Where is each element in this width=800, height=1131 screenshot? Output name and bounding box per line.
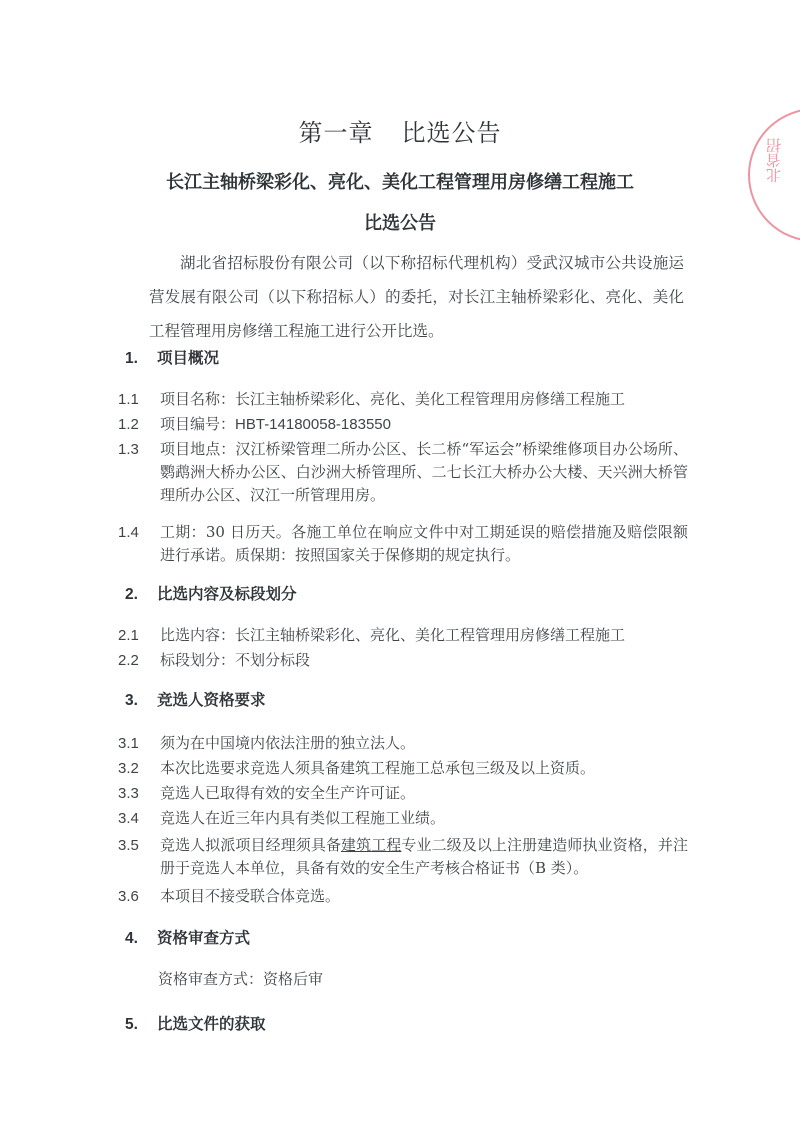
list-item-1-1: 1.1 项目名称：长江主轴桥梁彩化、亮化、美化工程管理用房修缮工程施工 — [118, 390, 626, 408]
section-heading-5: 5. 比选文件的获取 — [125, 1014, 266, 1033]
section-heading-3: 3. 竞选人资格要求 — [125, 690, 266, 709]
chapter-number: 第一章 — [298, 119, 374, 147]
list-item-3-6: 3.6 本项目不接受联合体竞选。 — [118, 887, 341, 905]
list-item-1-3: 1.3 项目地点：汉江桥梁管理二所办公区、长二桥“军运会”桥梁维修项目办公场所、鹦鹉洲大桥办公区、白沙洲大桥管理所、二七长江大桥办公大楼、天兴洲大桥管理所办公区、汉江一所管理用房。 — [118, 440, 688, 504]
intro-paragraph: 湖北省招标股份有限公司（以下称招标代理机构）受武汉城市公共设施运营发展有限公司（以下称招标人）的委托，对长江主轴桥梁彩化、亮化、美化工程管理用房修缮工程施工进行公开比选。 — [149, 254, 684, 340]
project-title: 长江主轴桥梁彩化、亮化、美化工程管理用房修缮工程施工 — [166, 172, 634, 193]
underlined-qualification: 建筑工程 — [341, 836, 402, 854]
section-heading-2: 2. 比选内容及标段划分 — [125, 584, 297, 603]
chapter-name: 比选公告 — [401, 119, 502, 147]
list-item-3-4: 3.4 竞选人在近三年内具有类似工程施工业绩。 — [118, 809, 446, 827]
section-heading-4: 4. 资格审查方式 — [125, 928, 251, 947]
review-method-text: 资格审查方式：资格后审 — [158, 970, 324, 988]
list-item-1-4: 1.4 工期：30 日历天。各施工单位在响应文件中对工期延误的赔偿措施及赔偿限额进行承诺。质保期：按照国家关于保修期的规定执行。 — [118, 523, 688, 564]
announcement-title: 比选公告 — [364, 213, 436, 234]
list-item-2-1: 2.1 比选内容：长江主轴桥梁彩化、亮化、美化工程管理用房修缮工程施工 — [118, 626, 626, 644]
list-item-3-2: 3.2 本次比选要求竞选人须具备建筑工程施工总承包三级及以上资质。 — [118, 759, 596, 777]
section-heading-1: 1. 项目概况 — [125, 348, 220, 367]
list-item-3-5: 3.5 竞选人拟派项目经理须具备建筑工程专业二级及以上注册建造师执业资格，并注册于竞选人本单位，具备有效的安全生产考核合格证书（B 类）。 — [118, 836, 688, 877]
seal-stamp-text: 北省招 — [765, 138, 783, 183]
chapter-title — [0, 113, 800, 148]
project-code: HBT-14180058-183550 — [235, 416, 391, 433]
list-item-2-2: 2.2 标段划分：不划分标段 — [118, 651, 311, 669]
list-item-1-2: 1.2 项目编号：HBT-14180058-183550 — [118, 415, 391, 433]
list-item-3-1: 3.1 须为在中国境内依法注册的独立法人。 — [118, 734, 416, 752]
list-item-3-3: 3.3 竞选人已取得有效的安全生产许可证。 — [118, 784, 416, 802]
